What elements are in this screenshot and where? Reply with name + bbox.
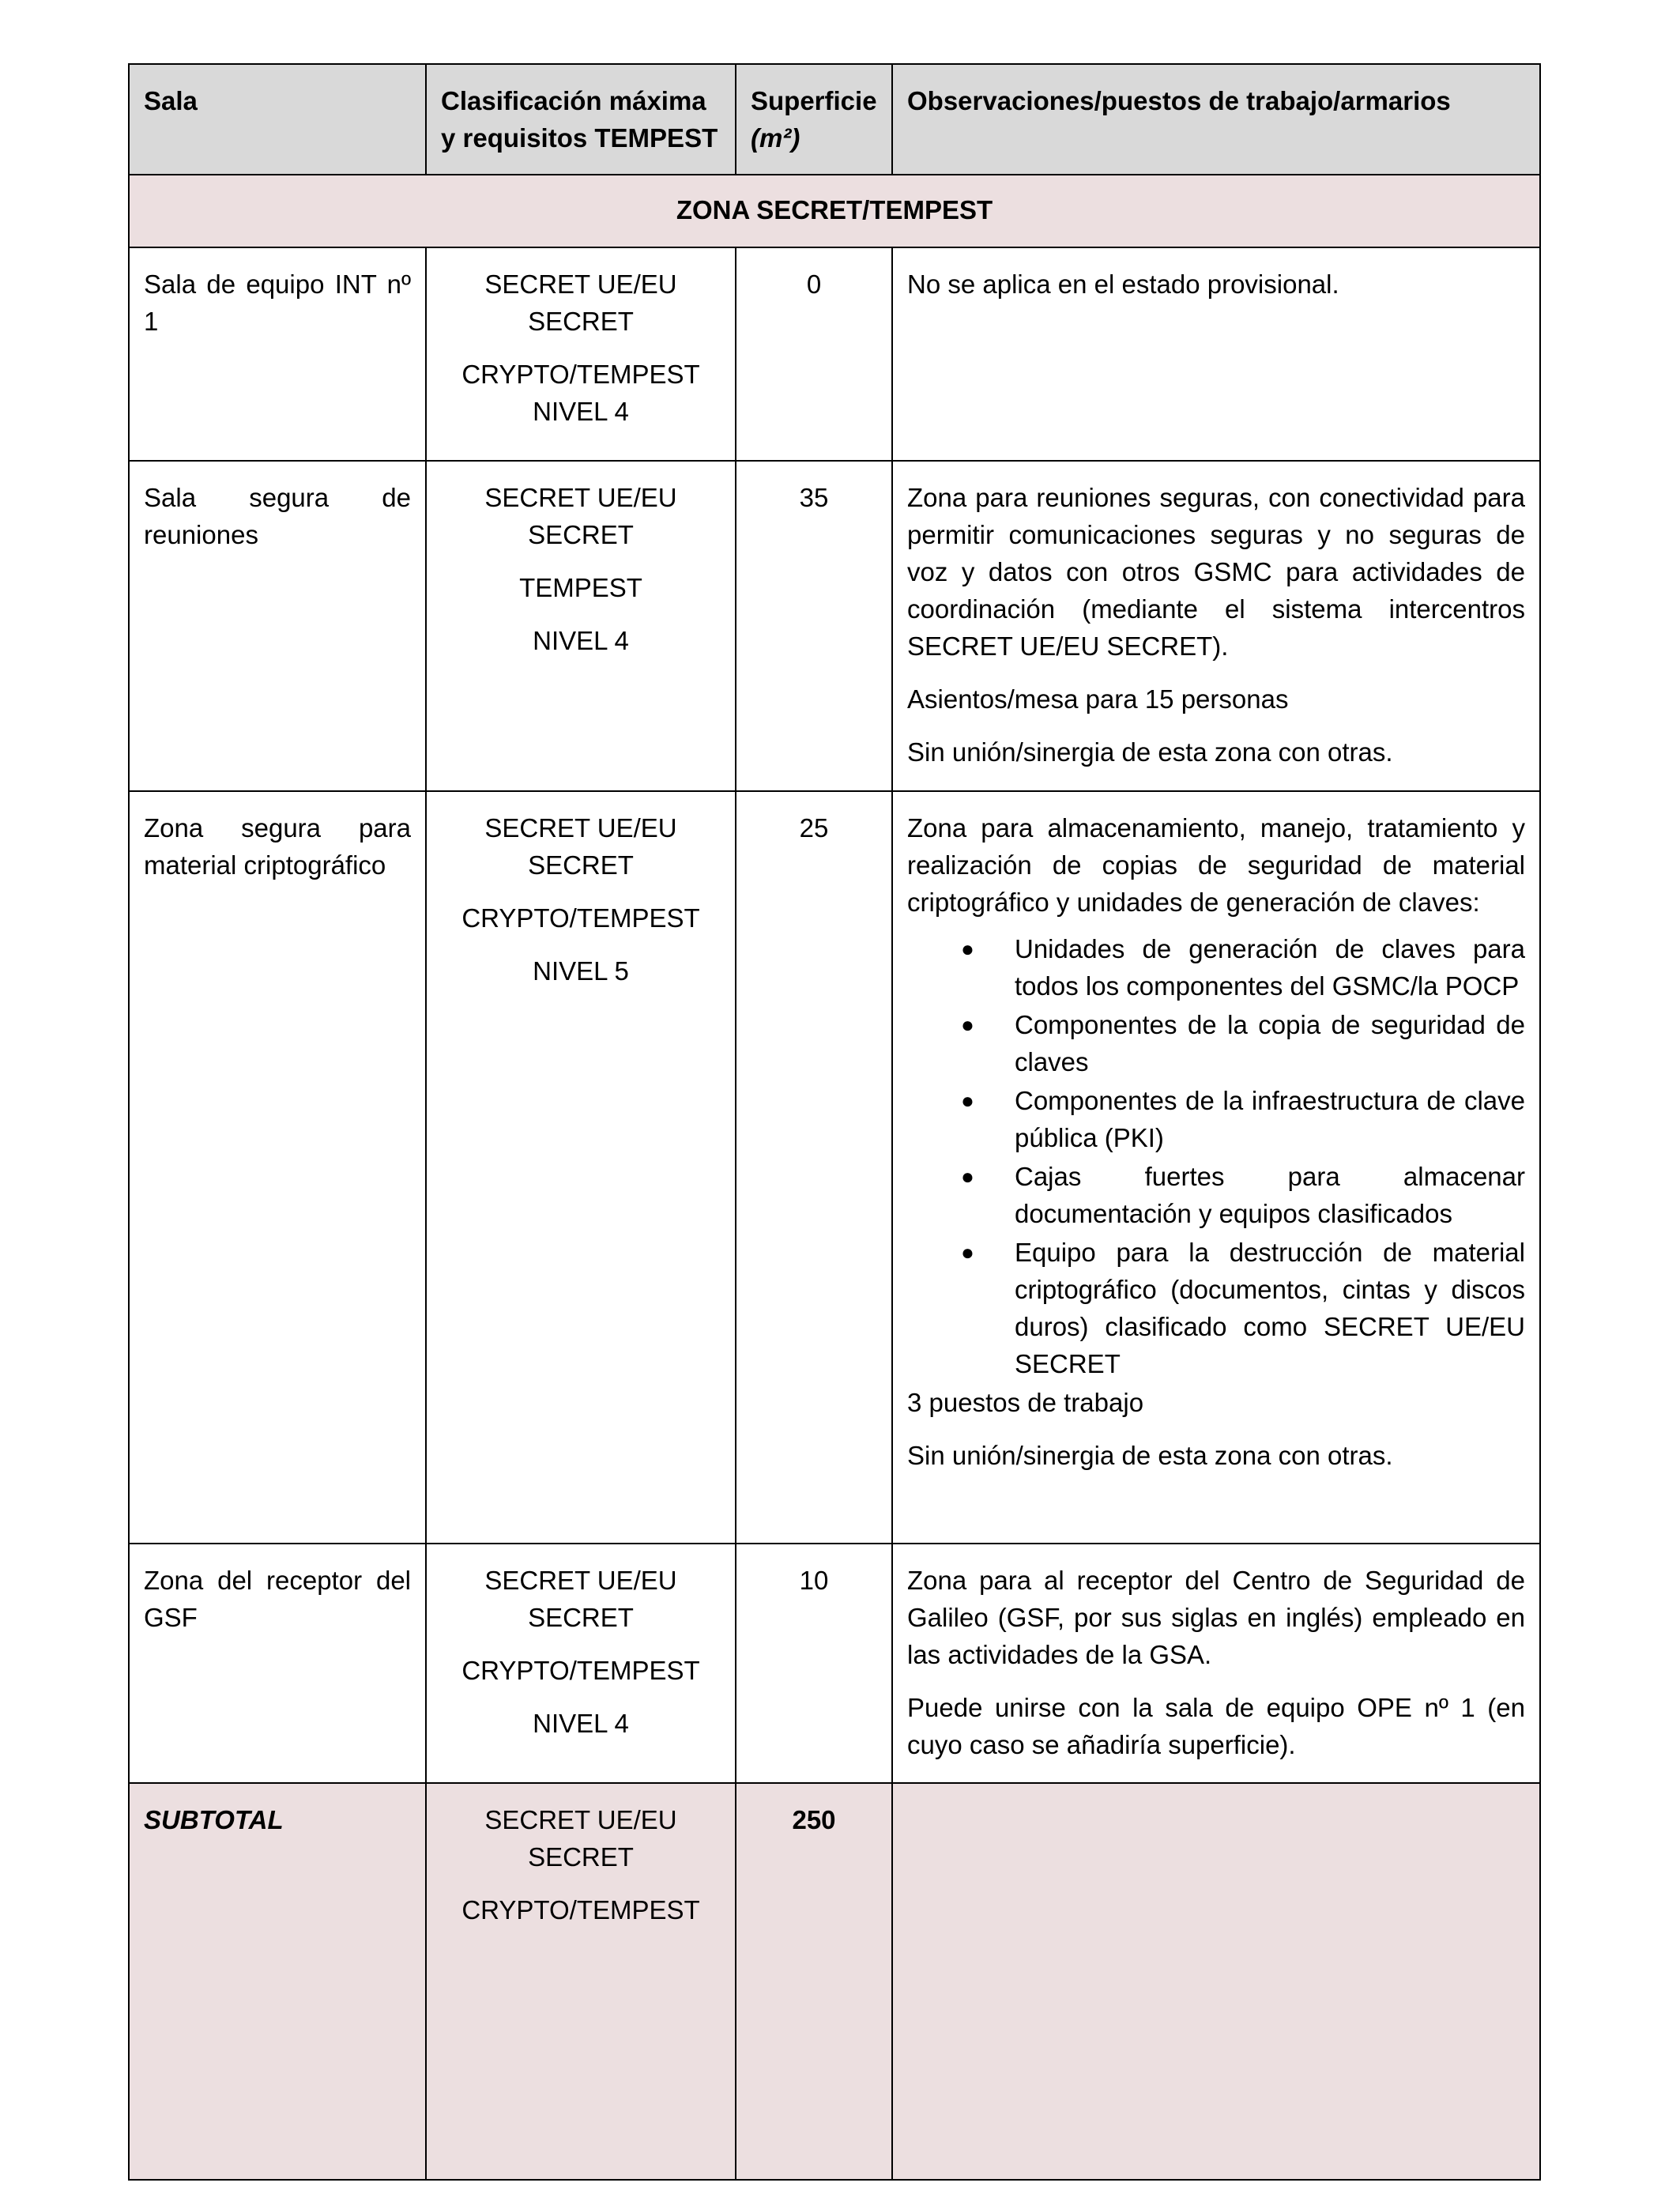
row-superficie: 10 xyxy=(736,1544,892,1783)
clasif-line: SECRET UE/EU SECRET xyxy=(484,813,677,880)
row-observaciones xyxy=(892,791,1540,1544)
list-item-text: Equipo para la destrucción de material criptográfico (documentos, cintas y discos duros) clasificado como SECRET UE/EU SECRET xyxy=(1015,1238,1525,1378)
header-observaciones: Observaciones/puestos de trabajo/armarios xyxy=(892,64,1540,175)
obs-paragraph: No se aplica en el estado provisional. xyxy=(907,270,1339,299)
clasif-line: CRYPTO/TEMPEST xyxy=(461,1656,700,1685)
row-observaciones xyxy=(892,461,1540,791)
obs-intro: Zona para almacenamiento, manejo, tratamiento y realización de copias de seguridad de material criptográfico y unidades de generación de claves: xyxy=(907,813,1525,917)
obs-bullet-list xyxy=(907,930,1525,1382)
bullet-icon: ● xyxy=(961,1088,974,1113)
clasif-line: CRYPTO/TEMPEST xyxy=(461,1895,700,1924)
list-item-text: Componentes de la infraestructura de clave pública (PKI) xyxy=(1015,1086,1525,1152)
list-item-text: Cajas fuertes para almacenar documentación y equipos clasificados xyxy=(1015,1162,1525,1228)
section-title: ZONA SECRET/TEMPEST xyxy=(129,175,1540,247)
list-item xyxy=(907,1158,1525,1232)
bullet-icon: ● xyxy=(961,937,974,961)
row-clasificacion xyxy=(426,461,736,791)
clasif-line: CRYPTO/TEMPEST xyxy=(461,360,700,389)
clasif-line: SECRET UE/EU SECRET xyxy=(484,1805,677,1872)
header-sala: Sala xyxy=(129,64,426,175)
obs-paragraph: Sin unión/sinergia de esta zona con otras. xyxy=(907,1441,1393,1470)
clasif-line: SECRET UE/EU SECRET xyxy=(484,270,677,336)
list-item xyxy=(907,1006,1525,1080)
row-superficie: 0 xyxy=(736,247,892,461)
list-item xyxy=(907,1082,1525,1156)
list-item-text: Componentes de la copia de seguridad de claves xyxy=(1015,1010,1525,1076)
header-superficie-line1: Superficie xyxy=(751,86,877,115)
header-clasificacion xyxy=(426,64,736,175)
clasif-line: NIVEL 4 xyxy=(533,397,629,426)
section-row xyxy=(129,175,1540,247)
subtotal-row xyxy=(129,1783,1540,2180)
list-item xyxy=(907,930,1525,1005)
row-superficie: 25 xyxy=(736,791,892,1544)
subtotal-superficie: 250 xyxy=(736,1783,892,2180)
row-sala: Sala de equipo INT nº 1 xyxy=(129,247,426,461)
row-sala: Zona segura para material criptográfico xyxy=(129,791,426,1544)
obs-paragraph: Zona para reuniones seguras, con conectividad para permitir comunicaciones seguras y no seguras de voz y datos con otros GSMC para actividades de coordinación (mediante el sistema intercentros SECRET UE/EU SECRET). xyxy=(907,483,1525,661)
header-clasificacion-line2: y requisitos TEMPEST xyxy=(441,123,718,153)
bullet-icon: ● xyxy=(961,1012,974,1037)
row-clasificacion xyxy=(426,1544,736,1783)
header-superficie xyxy=(736,64,892,175)
clasif-line: NIVEL 4 xyxy=(533,626,629,655)
table-row xyxy=(129,247,1540,461)
row-observaciones xyxy=(892,247,1540,461)
obs-paragraph: Zona para al receptor del Centro de Seguridad de Galileo (GSF, por sus siglas en inglés) empleado en las actividades de la GSA. xyxy=(907,1566,1525,1669)
obs-paragraph: Sin unión/sinergia de esta zona con otras. xyxy=(907,737,1393,767)
room-requirements-table xyxy=(128,63,1541,2181)
row-sala: Sala segura de reuniones xyxy=(129,461,426,791)
clasif-line: SECRET UE/EU SECRET xyxy=(484,1566,677,1632)
obs-paragraph: Asientos/mesa para 15 personas xyxy=(907,684,1289,714)
row-superficie: 35 xyxy=(736,461,892,791)
clasif-line: NIVEL 5 xyxy=(533,956,629,986)
row-observaciones xyxy=(892,1544,1540,1783)
header-superficie-unit: (m²) xyxy=(751,123,800,153)
list-item xyxy=(907,1234,1525,1382)
bullet-icon: ● xyxy=(961,1164,974,1189)
subtotal-observaciones xyxy=(892,1783,1540,2180)
table-row xyxy=(129,791,1540,1544)
subtotal-clasificacion xyxy=(426,1783,736,2180)
clasif-line: CRYPTO/TEMPEST xyxy=(461,903,700,933)
row-clasificacion xyxy=(426,247,736,461)
obs-paragraph: Puede unirse con la sala de equipo OPE nº 1 (en cuyo caso se añadiría superficie). xyxy=(907,1693,1525,1759)
bullet-icon: ● xyxy=(961,1240,974,1265)
table-header-row xyxy=(129,64,1540,175)
row-sala: Zona del receptor del GSF xyxy=(129,1544,426,1783)
row-clasificacion xyxy=(426,791,736,1544)
clasif-line: NIVEL 4 xyxy=(533,1709,629,1738)
subtotal-label: SUBTOTAL xyxy=(129,1783,426,2180)
table-row xyxy=(129,1544,1540,1783)
clasif-line: TEMPEST xyxy=(519,573,642,602)
obs-paragraph: 3 puestos de trabajo xyxy=(907,1388,1144,1417)
list-item-text: Unidades de generación de claves para todos los componentes del GSMC/la POCP xyxy=(1015,934,1525,1001)
clasif-line: SECRET UE/EU SECRET xyxy=(484,483,677,549)
table-row xyxy=(129,461,1540,791)
header-clasificacion-line1: Clasificación máxima xyxy=(441,86,706,115)
